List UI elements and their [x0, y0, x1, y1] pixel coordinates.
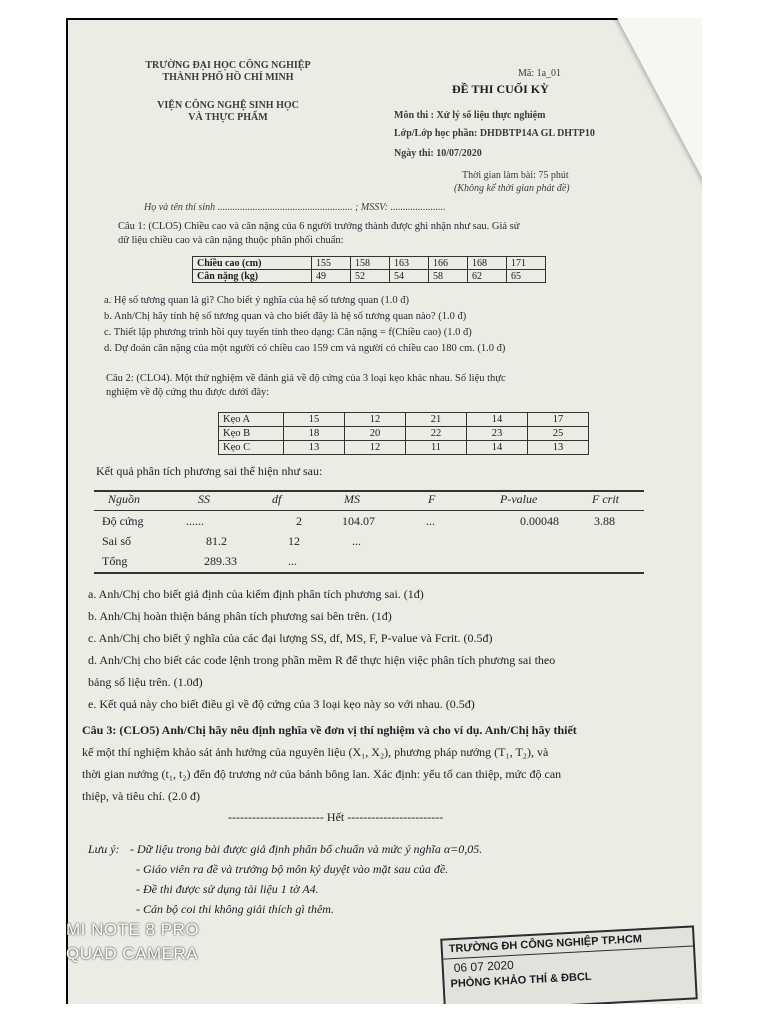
- table-cell: 49: [312, 270, 351, 283]
- duration: Thời gian làm bài: 75 phút: [462, 170, 569, 181]
- anova-cell: ...: [288, 554, 297, 568]
- table-cell: 158: [351, 257, 390, 270]
- anova-cell: ...: [426, 514, 435, 528]
- q2-candy-hardness-table: [218, 412, 589, 455]
- camera-model-watermark: MI NOTE 8 PRO: [66, 920, 200, 939]
- table-cell: 17: [528, 413, 589, 427]
- note-4: - Cán bộ coi thi không giải thích gì thêm.: [136, 902, 334, 916]
- table-row: [193, 257, 546, 270]
- table-cell: 11: [406, 441, 467, 455]
- anova-cell: 81.2: [206, 534, 227, 548]
- exam-title: ĐỀ THI CUỐI KỲ: [452, 82, 549, 96]
- anova-cell: 2: [296, 514, 302, 528]
- table-cell: 12: [345, 413, 406, 427]
- anova-header-ms: MS: [344, 492, 360, 506]
- table-cell: 15: [284, 413, 345, 427]
- stamp-line-1: TRƯỜNG ĐH CÔNG NGHIỆP TP.HCM: [442, 928, 693, 960]
- q1-item-b: b. Anh/Chị hãy tính hệ số tương quan và cho biết đây là hệ số tương quan nào? (1.0 đ): [104, 311, 467, 322]
- table-cell: 14: [467, 441, 528, 455]
- anova-cell: 0.00048: [520, 514, 559, 528]
- table-row: [193, 270, 546, 283]
- anova-cell: ...: [352, 534, 361, 548]
- anova-cell: 12: [288, 534, 300, 548]
- exam-date: Ngày thi: 10/07/2020: [394, 148, 482, 159]
- anova-header-df: df: [272, 492, 282, 506]
- end-marker: ------------------------ Hết ------------------------: [228, 810, 444, 824]
- student-name-line: Họ và tên thí sinh ...................................................... ; MSSV: ......................: [144, 202, 446, 213]
- q2-item-b: b. Anh/Chị hoàn thiện bảng phân tích phương sai bên trên. (1đ): [88, 609, 392, 623]
- table-cell: Kẹo C: [219, 441, 284, 455]
- institute-line-2: VÀ THỰC PHẨM: [188, 112, 268, 123]
- q2-item-c: c. Anh/Chị cho biết ý nghĩa của các đại lượng SS, df, MS, F, P-value và Fcrit. (0.5đ): [88, 631, 493, 645]
- note-label: Lưu ý:: [88, 842, 120, 856]
- table-cell: 155: [312, 257, 351, 270]
- stamp-line-2: 06 07 2020: [453, 957, 515, 976]
- photo-frame: [66, 18, 702, 1004]
- q1-height-weight-table: [192, 256, 546, 283]
- table-cell: 166: [429, 257, 468, 270]
- table-cell: 14: [467, 413, 528, 427]
- school-line-2: THÀNH PHỐ HỒ CHÍ MINH: [162, 72, 294, 83]
- anova-header-f: F: [428, 492, 436, 506]
- institute-name: [108, 100, 348, 124]
- anova-cell: Độ cứng: [102, 514, 144, 528]
- table-cell: Kẹo B: [219, 427, 284, 441]
- q3-line-3: thời gian nướng (t₁, t₂) đến độ trương nở của bánh bông lan. Xác định: yếu tố can thiệp, mức độ can: [82, 767, 562, 781]
- subject: Môn thi : Xử lý số liệu thực nghiệm: [394, 110, 546, 121]
- anova-header-pvalue: P-value: [500, 492, 538, 506]
- table-cell: 12: [345, 441, 406, 455]
- duration-note: (Không kể thời gian phát đề): [454, 183, 570, 194]
- anova-header-rule: [94, 510, 644, 511]
- note-3: - Đề thi được sử dụng tài liệu 1 tờ A4.: [136, 882, 319, 896]
- class-info: Lớp/Lớp học phần: DHDBTP14A GL DHTP10: [394, 128, 595, 139]
- q1-item-a: a. Hệ số tương quan là gì? Cho biết ý nghĩa của hệ số tương quan (1.0 đ): [104, 295, 410, 306]
- folded-paper-corner: [614, 18, 702, 197]
- q3-line-1: Câu 3: (CLO5) Anh/Chị hãy nêu định nghĩa về đơn vị thí nghiệm và cho ví dụ. Anh/Chị hãy thiết: [82, 723, 577, 737]
- table-row: [219, 441, 589, 455]
- table-cell: 62: [468, 270, 507, 283]
- table-cell: 58: [429, 270, 468, 283]
- anova-cell: 3.88: [594, 514, 615, 528]
- q2-intro-2: nghiệm về độ cứng thu được dưới đây:: [106, 387, 270, 398]
- q2-item-e: e. Kết quả này cho biết điều gì về độ cứng của 3 loại kẹo này so với nhau. (0.5đ): [88, 697, 475, 711]
- note-2: - Giáo viên ra đề và trưởng bộ môn ký duyệt vào mặt sau của đề.: [136, 862, 449, 876]
- anova-intro: Kết quả phân tích phương sai thể hiện như sau:: [96, 464, 323, 478]
- table-cell: 54: [390, 270, 429, 283]
- anova-cell: Sai số: [102, 534, 132, 548]
- table-cell: Kẹo A: [219, 413, 284, 427]
- table-cell: 18: [284, 427, 345, 441]
- table-cell: 25: [528, 427, 589, 441]
- camera-type-watermark: QUAD CAMERA: [66, 944, 199, 963]
- table-cell: 168: [468, 257, 507, 270]
- exam-code: Mã: 1a_01: [518, 68, 562, 79]
- q2-item-d: d. Anh/Chị cho biết các code lệnh trong phần mềm R để thực hiện việc phân tích phương sai theo: [88, 653, 556, 667]
- approval-stamp: [440, 925, 698, 1004]
- q2-intro: Câu 2: (CLO4). Một thử nghiệm về đánh giá về độ cứng của 3 loại kẹo khác nhau. Số liệu thực: [106, 373, 506, 384]
- table-row: [219, 427, 589, 441]
- institute-line-1: VIỆN CÔNG NGHỆ SINH HỌC: [157, 100, 299, 111]
- q1-item-c: c. Thiết lập phương trình hồi quy tuyến tính theo dạng: Cân nặng = f(Chiều cao) (1.0 đ): [104, 327, 472, 338]
- q1-item-d: d. Dự đoán cân nặng của một người có chiều cao 159 cm và người có chiều cao 180 cm. (1.0 đ): [104, 343, 506, 354]
- q1-intro: Câu 1: (CLO5) Chiều cao và cân nặng của 6 người trưởng thành được ghi nhận như sau. Giả sử: [118, 221, 520, 232]
- table-row: [219, 413, 589, 427]
- school-name: [108, 60, 348, 84]
- school-line-1: TRƯỜNG ĐẠI HỌC CÔNG NGHIỆP: [145, 60, 311, 71]
- anova-bottom-rule: [94, 572, 644, 574]
- q3-line-2: kế một thí nghiệm khảo sát ảnh hưởng của nguyên liệu (X₁, X₂), phương pháp nướng (T₁, T₂), và: [82, 745, 549, 759]
- table-cell: 13: [528, 441, 589, 455]
- table-cell: Cân nặng (kg): [193, 270, 312, 283]
- anova-cell: 289.33: [204, 554, 237, 568]
- q3-line-4: thiệp, và tiêu chí. (2.0 đ): [82, 789, 200, 803]
- table-cell: 13: [284, 441, 345, 455]
- anova-cell: Tổng: [102, 554, 128, 568]
- exam-paper: [68, 20, 702, 1004]
- anova-cell: 104.07: [342, 514, 375, 528]
- anova-header-source: Nguồn: [108, 492, 141, 506]
- table-cell: 163: [390, 257, 429, 270]
- table-cell: Chiều cao (cm): [193, 257, 312, 270]
- table-cell: 21: [406, 413, 467, 427]
- note-1: - Dữ liệu trong bài được giả định phân bổ chuẩn và mức ý nghĩa α=0,05.: [130, 842, 483, 856]
- q2-item-d-cont: bảng số liệu trên. (1.0đ): [88, 675, 203, 689]
- q1-intro-2: dữ liệu chiều cao và cân nặng thuộc phân phối chuẩn:: [118, 235, 344, 246]
- table-cell: 22: [406, 427, 467, 441]
- anova-header-ss: SS: [198, 492, 210, 506]
- table-cell: 65: [507, 270, 546, 283]
- table-cell: 52: [351, 270, 390, 283]
- table-cell: 20: [345, 427, 406, 441]
- stamp-line-3: PHÒNG KHẢO THÍ & ĐBCL: [450, 970, 592, 991]
- q2-item-a: a. Anh/Chị cho biết giả định của kiểm định phân tích phương sai. (1đ): [88, 587, 424, 601]
- anova-header-fcrit: F crit: [592, 492, 619, 506]
- anova-top-rule: [94, 490, 644, 492]
- table-cell: 23: [467, 427, 528, 441]
- anova-cell: ......: [186, 514, 204, 528]
- table-cell: 171: [507, 257, 546, 270]
